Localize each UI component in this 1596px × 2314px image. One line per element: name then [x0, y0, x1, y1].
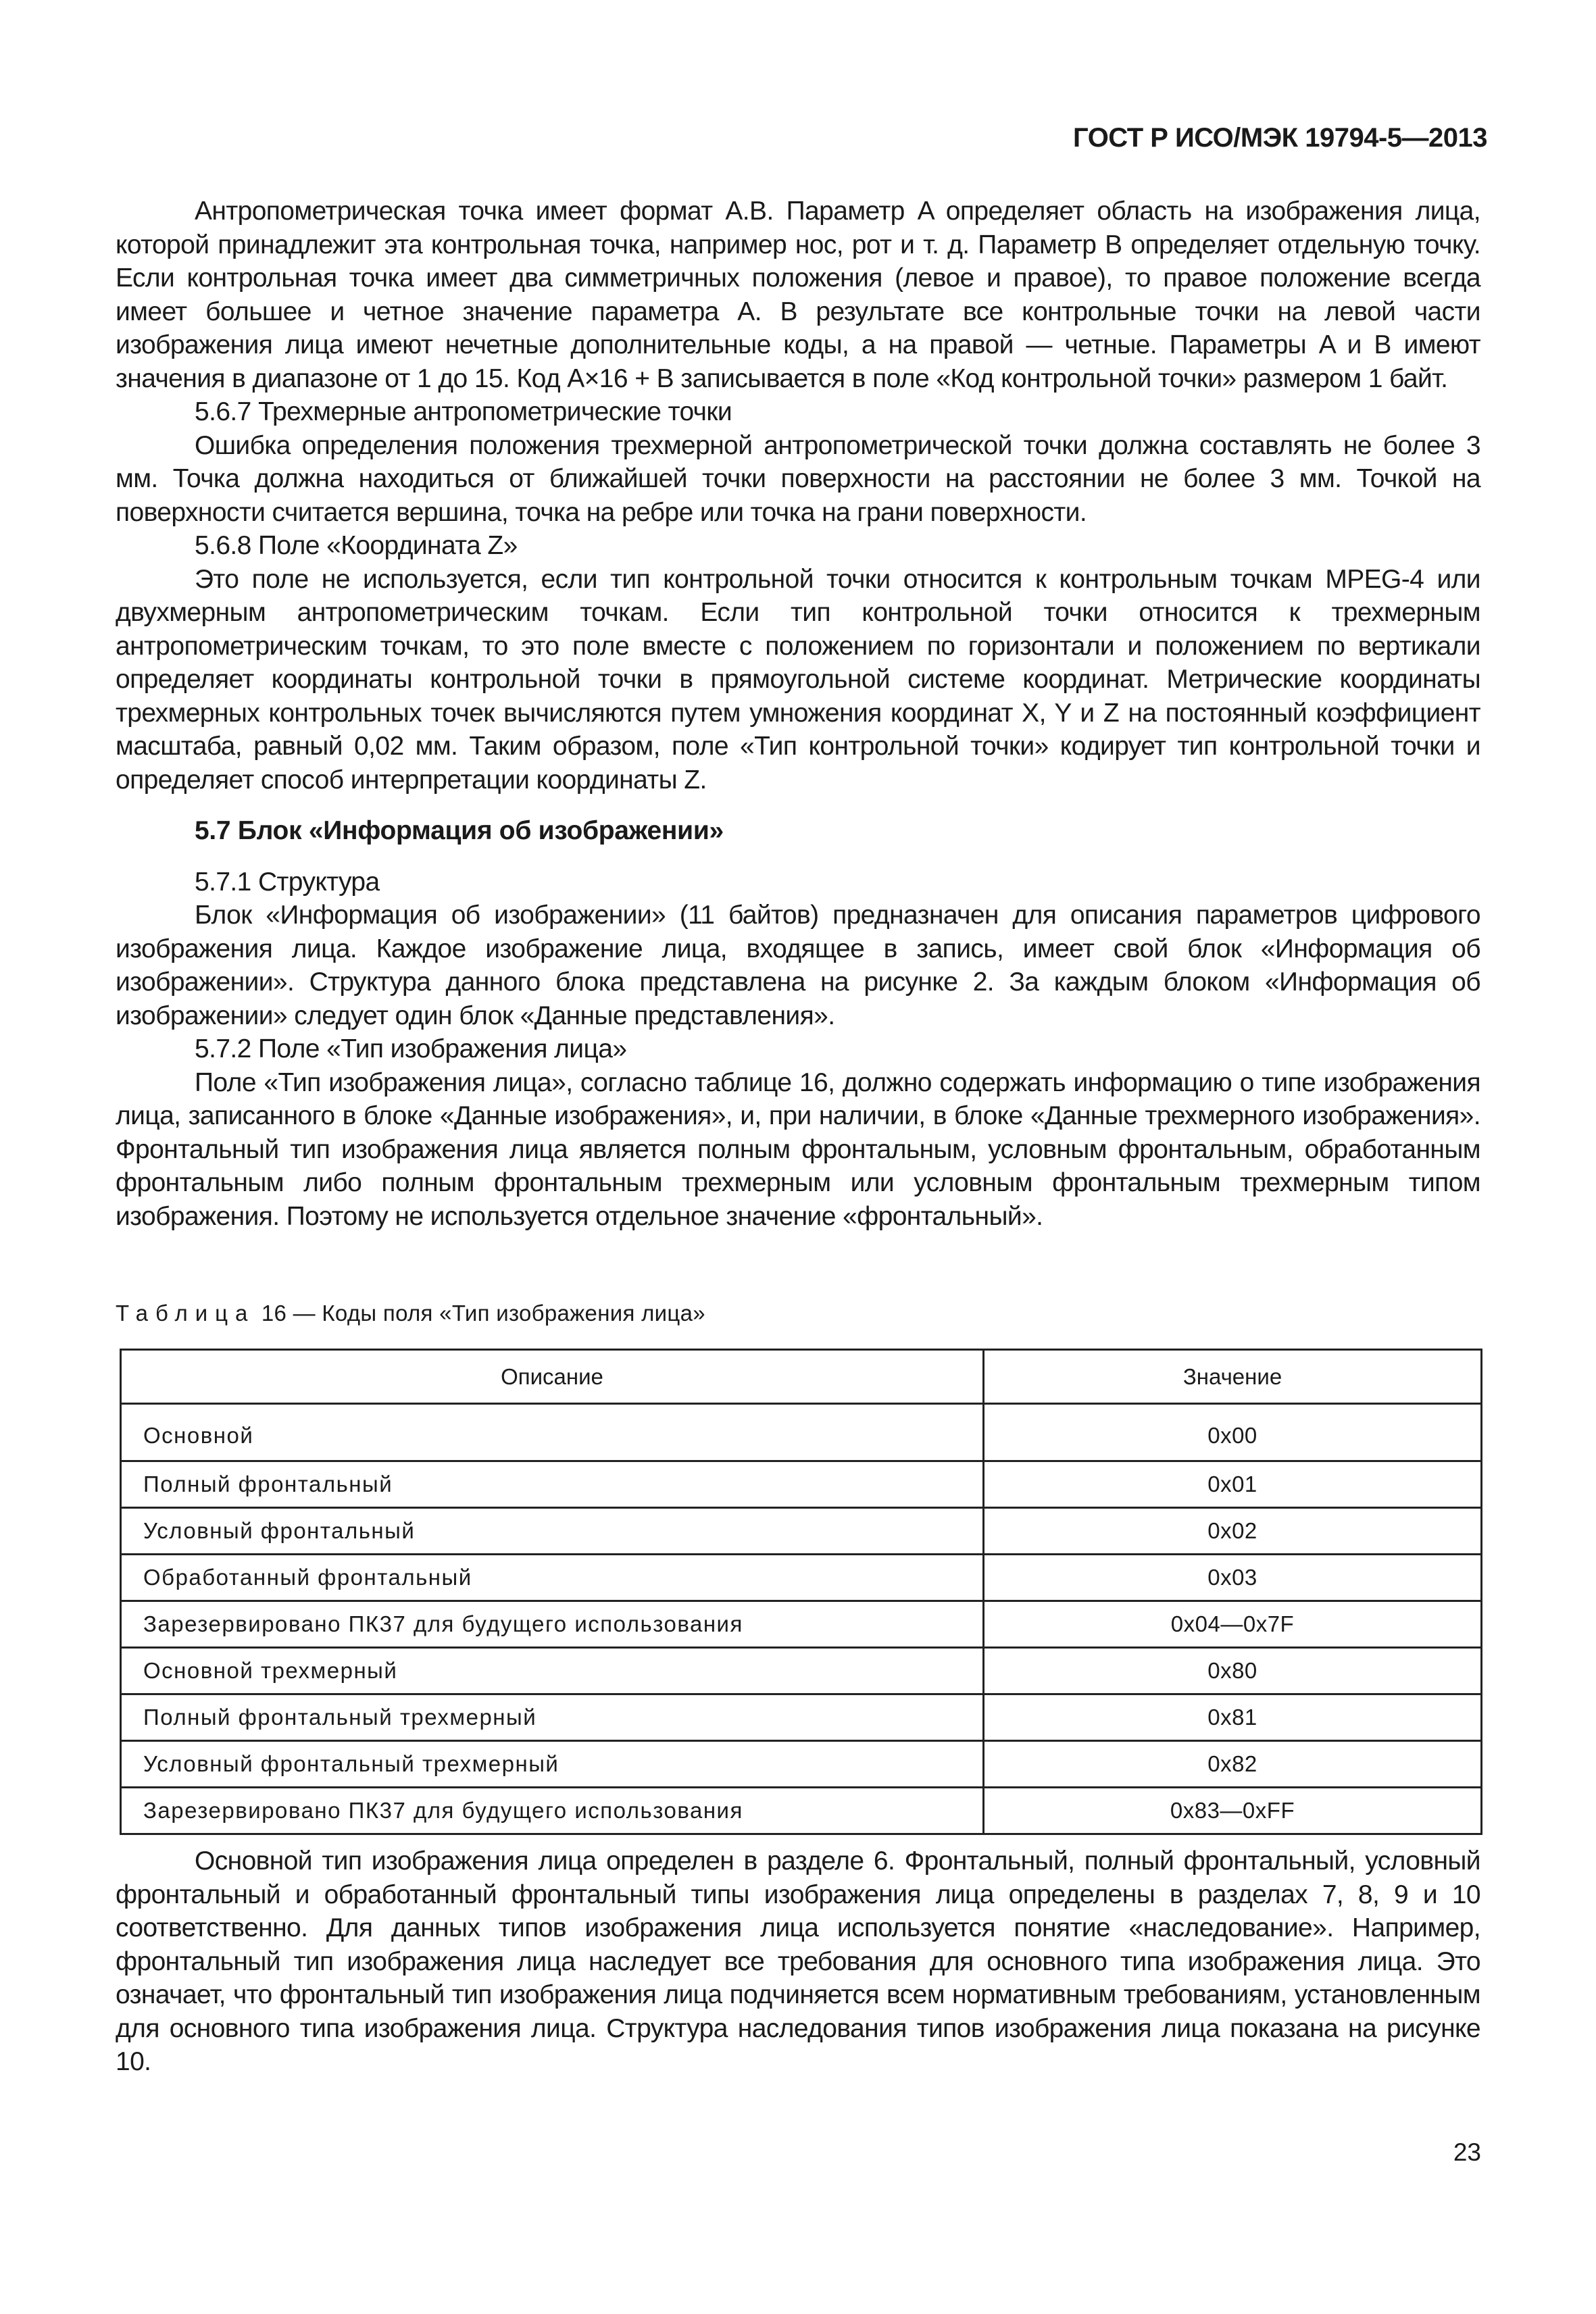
body-text	[116, 195, 1480, 1233]
row-value: 0x80	[984, 1648, 1482, 1694]
after-table-text	[116, 1844, 1480, 2079]
table-caption-text: 16 — Коды поля «Тип изображения лица»	[261, 1301, 705, 1326]
table-row	[121, 1648, 1482, 1694]
row-value: 0x83—0xFF	[984, 1788, 1482, 1834]
section-5-6-8-title: 5.6.8 Поле «Координата Z»	[195, 531, 518, 560]
row-description: Полный фронтальный трехмерный	[121, 1694, 984, 1741]
section-5-7-heading: 5.7 Блок «Информация об изображении»	[195, 816, 724, 845]
table-caption-word: Таблица	[116, 1301, 255, 1326]
paragraph-anthropometric-format: Антропометрическая точка имеет формат A.B. Параметр A определяет область на изображения лица, которой принадлежит эта контрольная точка, например нос, рот и т. д. Параметр B определяет отдельную точку. Если контрольная точка имеет два симметричных положения (левое и правое), то правое положение всегда имеет большее и четное значение параметра A. В результате все контрольные точки на левой части изображения лица имеют нечетные дополнительные коды, а на правой — четные. Параметры A и B имеют значения в диапазоне от 1 до 15. Код A×16 + B записывается в поле «Код контрольной точки» размером 1 байт.	[116, 197, 1480, 393]
row-value: 0x82	[984, 1741, 1482, 1788]
table-row	[121, 1555, 1482, 1601]
row-value: 0x02	[984, 1508, 1482, 1555]
row-value: 0x03	[984, 1555, 1482, 1601]
row-value: 0x04—0x7F	[984, 1601, 1482, 1648]
section-5-6-8-text: Это поле не используется, если тип контрольной точки относится к контрольным точкам MPEG-4 или двухмерным антропометрическим точкам. Если тип контрольной точки относится к трехмерным антропометрическим точкам, то это поле вместе с положением по горизонтали и положением по вертикали определяет координаты контрольной точки в прямоугольной системе координат. Метрические координаты трехмерных контрольных точек вычисляются путем умножения координат X, Y и Z на постоянный коэффициент масштаба, равный 0,02 мм. Таким образом, поле «Тип контрольной точки» кодирует тип контрольной точки и определяет способ интерпретации координаты Z.	[116, 564, 1480, 795]
row-description: Условный фронтальный	[121, 1508, 984, 1555]
table-caption	[116, 1301, 705, 1326]
face-image-type-table	[120, 1349, 1482, 1835]
row-description: Условный фронтальный трехмерный	[121, 1741, 984, 1788]
row-description: Полный фронтальный	[121, 1461, 984, 1508]
row-description: Основной трехмерный	[121, 1648, 984, 1694]
section-5-7-2-title: 5.7.2 Поле «Тип изображения лица»	[195, 1034, 627, 1063]
table-row	[121, 1461, 1482, 1508]
section-5-6-7-text: Ошибка определения положения трехмерной антропометрической точки должна составлять не более 3 мм. Точка должна находиться от ближайшей точки поверхности на расстоянии не более 3 мм. Точкой на поверхности считается вершина, точка на ребре или точка на грани поверхности.	[116, 430, 1480, 527]
row-description: Обработанный фронтальный	[121, 1555, 984, 1601]
page-number: 23	[1453, 2138, 1481, 2166]
table-row	[121, 1404, 1482, 1461]
row-description: Основной	[121, 1404, 984, 1461]
row-value: 0x01	[984, 1461, 1482, 1508]
standard-header: ГОСТ Р ИСО/МЭК 19794-5—2013	[1073, 123, 1487, 153]
section-5-7-1-title: 5.7.1 Структура	[195, 867, 380, 897]
paragraph-inheritance: Основной тип изображения лица определен в разделе 6. Фронтальный, полный фронтальный, условный фронтальный и обработанный фронтальный типы изображения лица определены в разделах 7, 8, 9 и 10 соответственно. Для данных типов изображения лица используется понятие «наследование». Например, фронтальный тип изображения лица наследует все требования для основного типа изображения лица. Это означает, что фронтальный тип изображения лица подчиняется всем нормативным требованиям, установленным для основного типа изображения лица. Структура наследования типов изображения лица показана на рисунке 10.	[116, 1846, 1480, 2076]
section-5-6-7-title: 5.6.7 Трехмерные антропометрические точки	[195, 397, 732, 426]
section-5-7-1-text: Блок «Информация об изображении» (11 байтов) предназначен для описания параметров цифрового изображения лица. Каждое изображение лица, входящее в запись, имеет свой блок «Информация об изображении». Структура данного блока представлена на рисунке 2. За каждым блоком «Информация об изображении» следует один блок «Данные представления».	[116, 901, 1480, 1030]
table-row	[121, 1601, 1482, 1648]
header-description: Описание	[121, 1350, 984, 1404]
section-5-7-2-text: Поле «Тип изображения лица», согласно таблице 16, должно содержать информацию о типе изображения лица, записанного в блоке «Данные изображения», и, при наличии, в блоке «Данные трехмерного изображения». Фронтальный тип изображения лица является полным фронтальным, условным фронтальным, обработанным фронтальным либо полным фронтальным трехмерным или условным фронтальным трехмерным типом изображения. Поэтому не используется отдельное значение «фронтальный».	[116, 1067, 1480, 1231]
table-row	[121, 1741, 1482, 1788]
table-row	[121, 1788, 1482, 1834]
table-row	[121, 1508, 1482, 1555]
row-value: 0x81	[984, 1694, 1482, 1741]
row-value: 0x00	[984, 1404, 1482, 1461]
table-row	[121, 1694, 1482, 1741]
table-header-row	[121, 1350, 1482, 1404]
row-description: Зарезервировано ПК37 для будущего использования	[121, 1788, 984, 1834]
row-description: Зарезервировано ПК37 для будущего использования	[121, 1601, 984, 1648]
header-value: Значение	[984, 1350, 1482, 1404]
